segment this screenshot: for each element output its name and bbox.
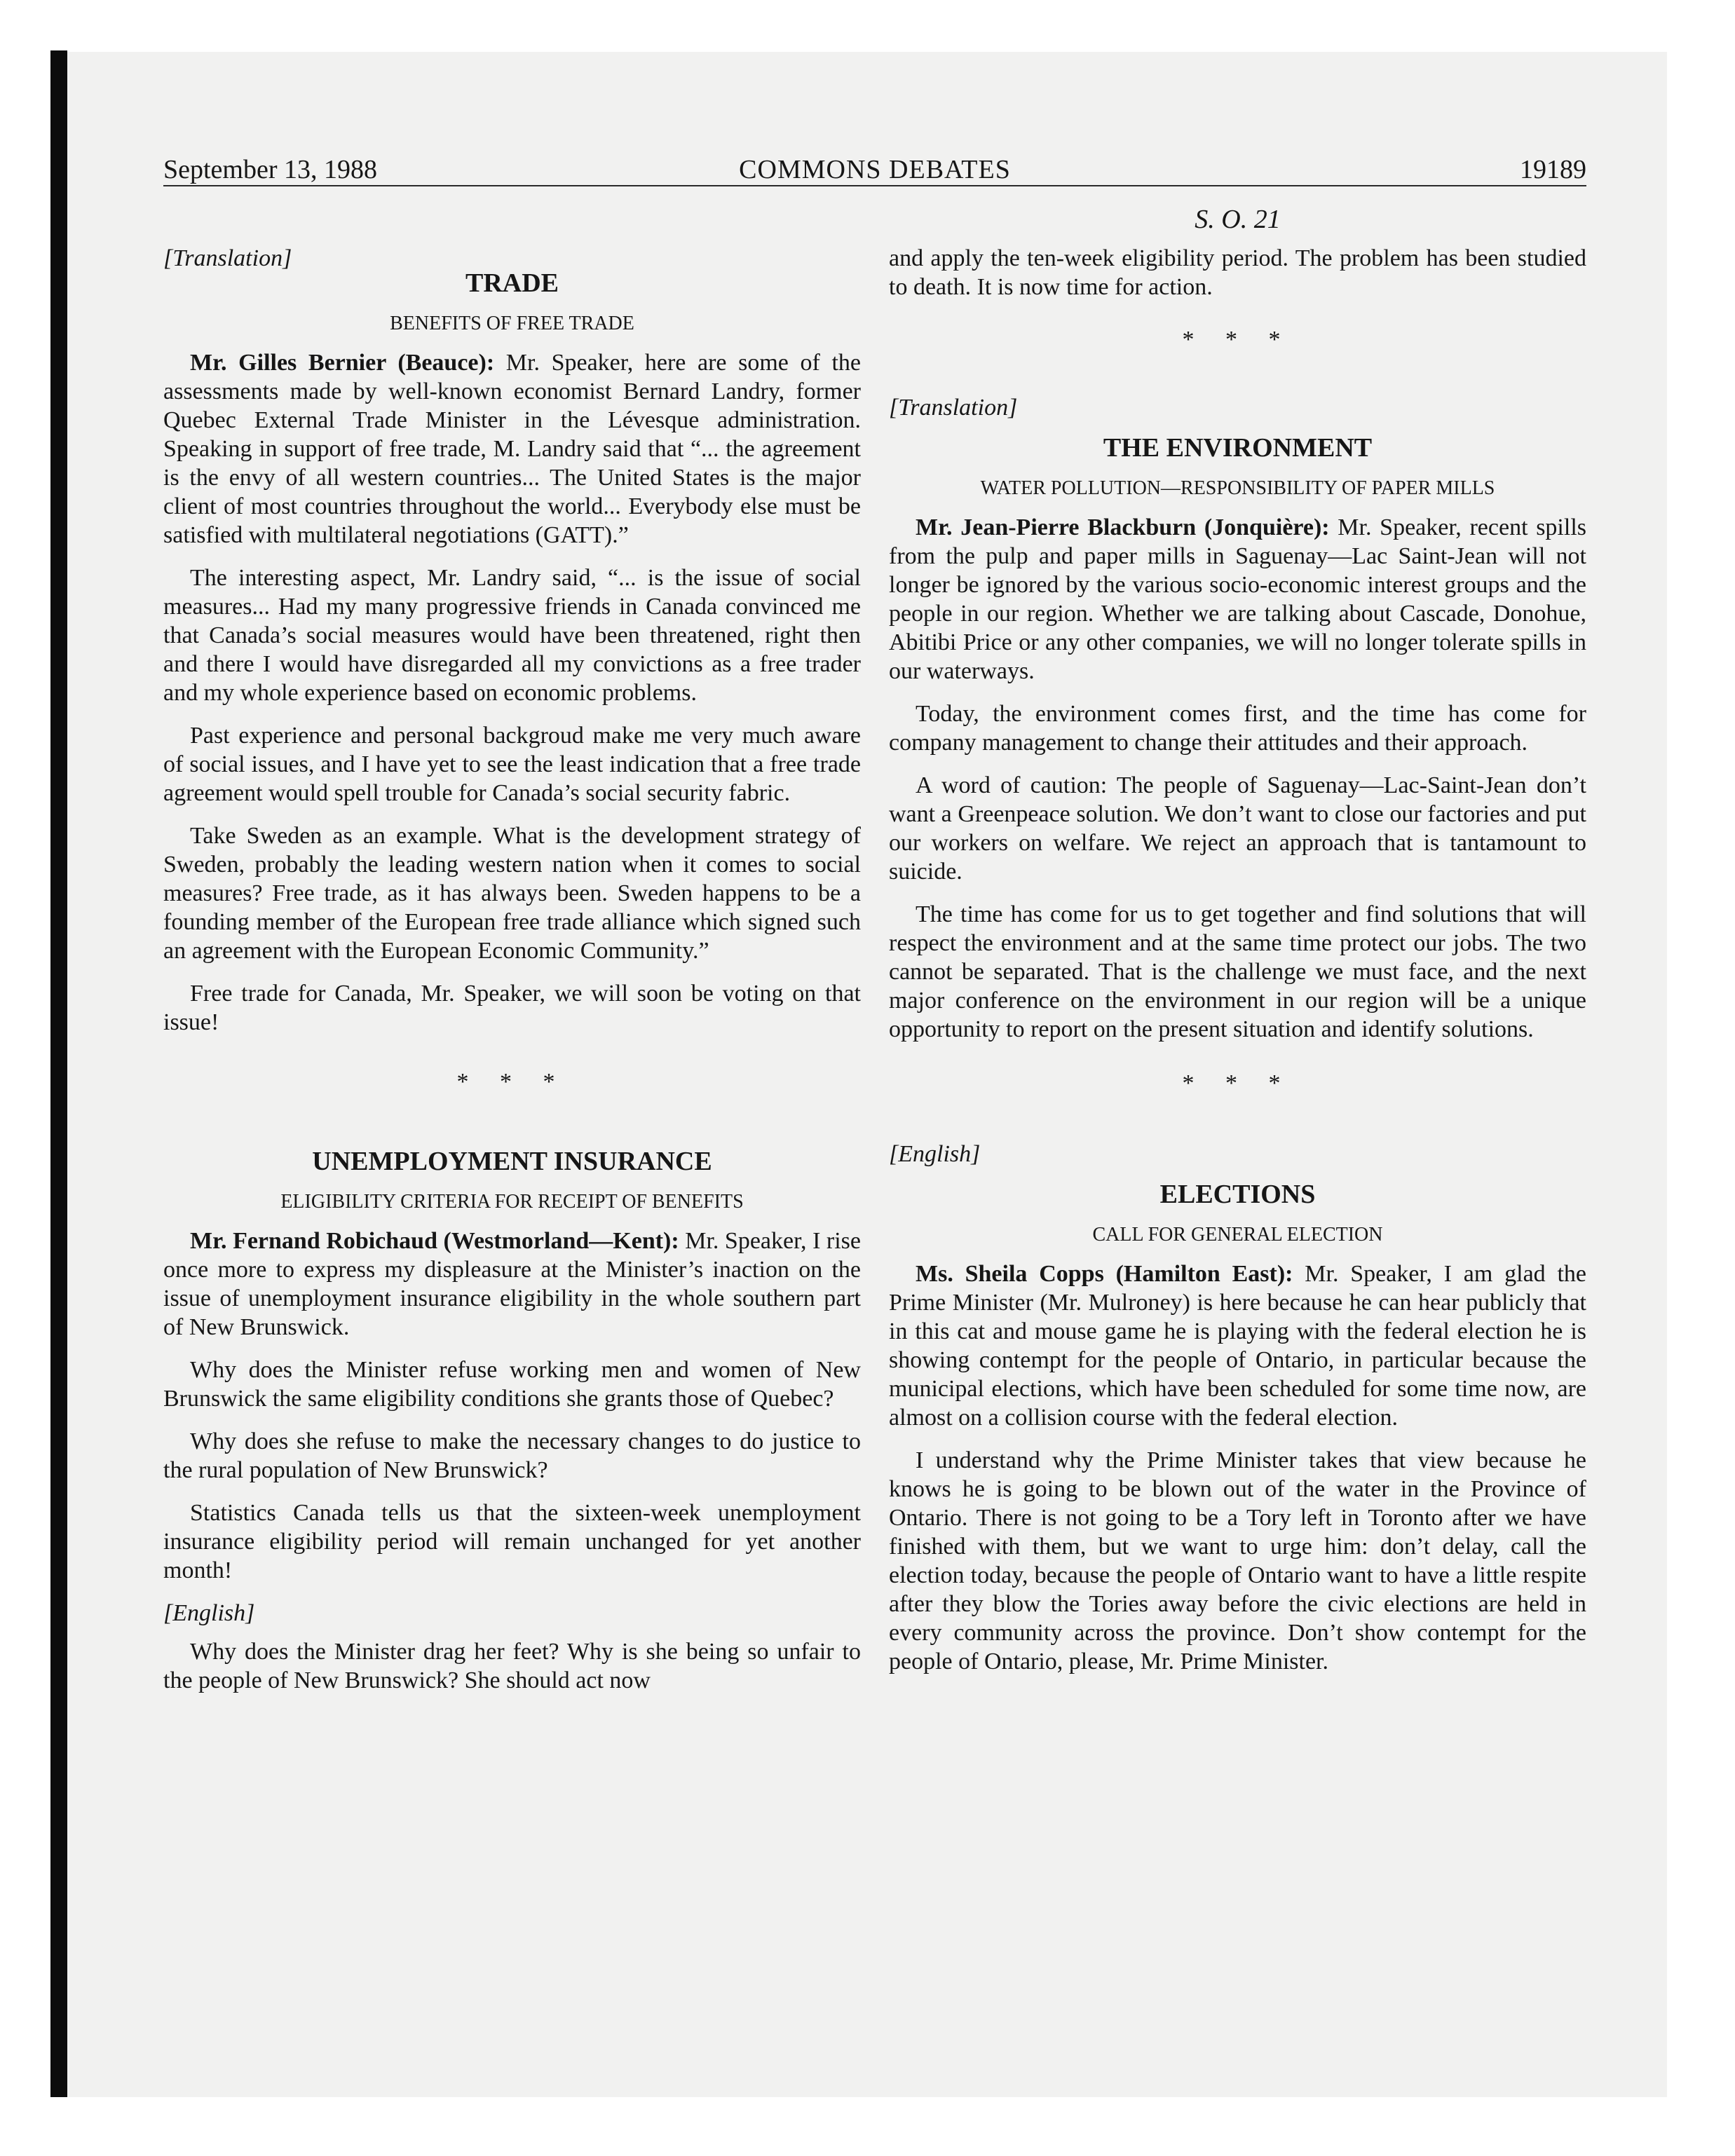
paragraph: The time has come for us to get together and find solutions that will respect the environment and at the same time protect our jobs. The two cannot be separated. That is the challenge we must face, and the next major conference on the environment in our region will be a unique opportunity to report on the present situation and identify solutions. [889, 901, 1586, 1042]
paragraph: Today, the environment comes first, and the time has come for company management to change their attitudes and their approach. [889, 701, 1586, 756]
section-title-unemployment: UNEMPLOYMENT INSURANCE [312, 1147, 712, 1176]
paragraph: I understand why the Prime Minister takes that view because he knows he is going to be blown out of the water in the Province of Ontario. There is not going to be a Tory left in Toronto after we have finished with them, but we want to urge him: don’t delay, call the election today, because the people of Ontario want to have a little respite after they blow the Tories away before the civic elections are held in every community across the province. Don’t show contempt for the people of Ontario, please, Mr. Prime Minister. [889, 1447, 1586, 1674]
speaker-name: Mr. Fernand Robichaud (Westmorland—Kent): [190, 1228, 679, 1254]
header-title: COMMONS DEBATES [739, 155, 1011, 184]
paragraph: Why does she refuse to make the necessary changes to do justice to the rural population of New Brunswick? [163, 1428, 861, 1483]
paragraph: Past experience and personal backgroud make me very much aware of social issues, and I have yet to see the least indication that a free trade agreement would spell trouble for Canada’s social security fabric. [163, 723, 861, 806]
left-column [163, 244, 861, 1709]
scan-edge [50, 50, 67, 2097]
language-note: [Translation] [889, 395, 1018, 421]
header-date: September 13, 1988 [163, 155, 378, 184]
subsection-title-eligibility: ELIGIBILITY CRITERIA FOR RECEIPT OF BENEFITS [280, 1191, 744, 1213]
paragraph: Mr. Gilles Bernier (Beauce): Mr. Speaker, here are some of the assessments made by well-known economist Bernard Landry, former Quebec External Trade Minister in the Lévesque administration. Speaking in support of free trade, M. Landry said that “... the agreement is the envy of all western countries... The United States is the major client of most countries throughout the world... Everybody else must be satisfied with multilateral negotiations (GATT).” [163, 350, 861, 548]
paragraph-continuation: and apply the ten-week eligibility period. The problem has been studied to death. It is now time for action. [889, 245, 1586, 300]
language-note: [Translation] [163, 245, 292, 271]
paragraph: Statistics Canada tells us that the sixteen-week unemployment insurance eligibility period will remain unchanged for yet another month! [163, 1500, 861, 1583]
standing-order-label: S. O. 21 [1195, 205, 1281, 234]
running-header [163, 154, 1586, 186]
language-note: [English] [889, 1141, 981, 1167]
paragraph: Ms. Sheila Copps (Hamilton East): Mr. Speaker, I am glad the Prime Minister (Mr. Mulroney) is here because he can hear publicly that in this cat and mouse game he is playing with the federal election he is showing contempt for the people of Ontario, in particular because the municipal elections, which have been scheduled for some time now, are almost on a collision course with the federal election. [889, 1261, 1586, 1431]
section-separator: * * * [456, 1069, 568, 1095]
speaker-name: Ms. Sheila Copps (Hamilton East): [916, 1261, 1293, 1287]
section-separator: * * * [1182, 1070, 1293, 1096]
right-column [889, 244, 1586, 1690]
speaker-name: Mr. Gilles Bernier (Beauce): [190, 350, 495, 376]
subsection-title-water-pollution: WATER POLLUTION—RESPONSIBILITY OF PAPER MILLS [980, 477, 1495, 499]
paragraph: Free trade for Canada, Mr. Speaker, we will soon be voting on that issue! [163, 981, 861, 1035]
section-title-environment: THE ENVIRONMENT [1103, 433, 1373, 463]
section-title-trade: TRADE [465, 268, 559, 298]
paragraph: Why does the Minister drag her feet? Why is she being so unfair to the people of New Brunswick? She should act now [163, 1639, 861, 1693]
speaker-name: Mr. Jean-Pierre Blackburn (Jonquière): [916, 514, 1330, 540]
language-note: [English] [163, 1600, 255, 1626]
subsection-title-free-trade: BENEFITS OF FREE TRADE [390, 313, 634, 334]
paragraph: Why does the Minister refuse working men and women of New Brunswick the same eligibility conditions she grants those of Quebec? [163, 1357, 861, 1412]
paragraph: Mr. Jean-Pierre Blackburn (Jonquière): Mr. Speaker, recent spills from the pulp and paper mills in Saguenay—Lac Saint-Jean will not longer be ignored by the various socio-economic interest groups and the people in our region. Whether we are talking about Cascade, Donohue, Abitibi Price or any other companies, we will no longer tolerate spills in our waterways. [889, 514, 1586, 684]
paragraph: Take Sweden as an example. What is the development strategy of Sweden, probably the leading western nation when it comes to social measures? Free trade, as it has always been. Sweden happens to be a founding member of the European free trade alliance which signed such an agreement with the European Economic Community.” [163, 823, 861, 964]
section-title-elections: ELECTIONS [1159, 1180, 1316, 1209]
subsection-title-general-election: CALL FOR GENERAL ELECTION [1092, 1224, 1383, 1246]
paragraph: A word of caution: The people of Saguenay—Lac-Saint-Jean don’t want a Greenpeace solution. We don’t want to close our factories and put our workers on welfare. We reject an approach that is tantamount to suicide. [889, 772, 1586, 885]
paragraph: Mr. Fernand Robichaud (Westmorland—Kent): Mr. Speaker, I rise once more to express my displeasure at the Minister’s inaction on the issue of unemployment insurance eligibility in the whole southern part of New Brunswick. [163, 1228, 861, 1340]
section-separator: * * * [1182, 327, 1293, 353]
header-page-number: 19189 [1520, 155, 1586, 184]
paragraph: The interesting aspect, Mr. Landry said, “... is the issue of social measures... Had my many progressive friends in Canada convinced me that Canada’s social measures would have been threatened, right then and there I would have disregarded all my convictions as a free trader and my whole experience based on economic problems. [163, 565, 861, 706]
